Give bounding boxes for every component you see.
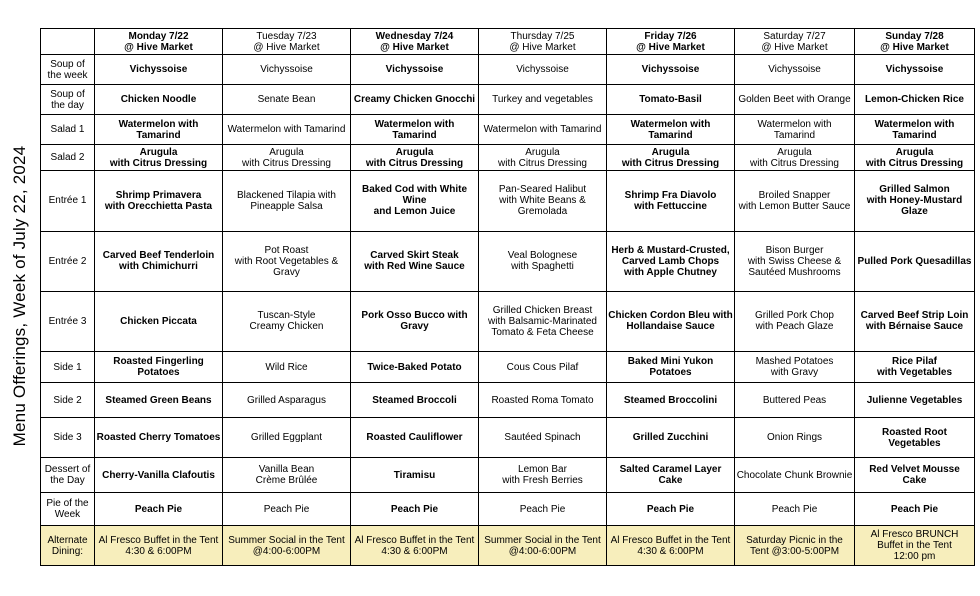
menu-cell: Baked Cod with White Wine and Lemon Juice <box>351 171 479 231</box>
alternate-dining-cell: Al Fresco Buffet in the Tent 4:30 & 6:00PM <box>95 526 223 566</box>
day-header <box>223 29 351 55</box>
menu-row <box>41 291 975 351</box>
menu-row <box>41 115 975 145</box>
menu-row <box>41 418 975 457</box>
menu-cell: Vichyssoise <box>223 55 351 85</box>
menu-cell: Blackened Tilapia with Pineapple Salsa <box>223 171 351 231</box>
day-header <box>479 29 607 55</box>
menu-cell: Carved Beef Strip Loin with Bérnaise Sauce <box>855 291 975 351</box>
menu-cell: Roasted Cherry Tomatoes <box>95 418 223 457</box>
menu-cell: Arugula with Citrus Dressing <box>95 145 223 171</box>
menu-cell: Peach Pie <box>479 493 607 526</box>
menu-row <box>41 457 975 492</box>
menu-cell: Red Velvet Mousse Cake <box>855 457 975 492</box>
menu-cell: Pan-Seared Halibut with White Beans & Gremolada <box>479 171 607 231</box>
day-location: @ Hive Market <box>380 41 449 53</box>
menu-cell: Arugula with Citrus Dressing <box>855 145 975 171</box>
menu-cell: Watermelon with Tamarind <box>351 115 479 145</box>
menu-cell: Arugula with Citrus Dressing <box>479 145 607 171</box>
menu-cell: Steamed Broccolini <box>607 383 735 418</box>
menu-cell: Golden Beet with Orange <box>735 85 855 115</box>
alternate-dining-cell: Saturday Picnic in the Tent @3:00-5:00PM <box>735 526 855 566</box>
row-label: Side 2 <box>41 383 95 418</box>
menu-cell: Chocolate Chunk Brownie <box>735 457 855 492</box>
menu-cell: Peach Pie <box>351 493 479 526</box>
alternate-dining-cell: Summer Social in the Tent @4:00-6:00PM <box>479 526 607 566</box>
menu-cell: Pot Roast with Root Vegetables & Gravy <box>223 231 351 291</box>
row-label: Soup of the week <box>41 55 95 85</box>
menu-cell: Tuscan-Style Creamy Chicken <box>223 291 351 351</box>
menu-cell: Grilled Asparagus <box>223 383 351 418</box>
menu-cell: Shrimp Primavera with Orecchietta Pasta <box>95 171 223 231</box>
menu-cell: Twice-Baked Potato <box>351 351 479 382</box>
day-header <box>855 29 975 55</box>
menu-cell: Roasted Cauliflower <box>351 418 479 457</box>
menu-cell: Vichyssoise <box>607 55 735 85</box>
menu-cell: Grilled Salmon with Honey-Mustard Glaze <box>855 171 975 231</box>
menu-cell: Grilled Zucchini <box>607 418 735 457</box>
menu-cell: Watermelon with Tamarind <box>607 115 735 145</box>
menu-cell: Julienne Vegetables <box>855 383 975 418</box>
menu-cell: Arugula with Citrus Dressing <box>351 145 479 171</box>
row-label: Side 3 <box>41 418 95 457</box>
day-name: Saturday 7/27 <box>763 30 826 42</box>
menu-cell: Peach Pie <box>95 493 223 526</box>
menu-cell: Arugula with Citrus Dressing <box>735 145 855 171</box>
menu-cell: Bison Burger with Swiss Cheese & Sautéed Mushrooms <box>735 231 855 291</box>
day-location: @ Hive Market <box>509 41 576 53</box>
row-label: Salad 2 <box>41 145 95 171</box>
menu-cell: Steamed Green Beans <box>95 383 223 418</box>
menu-cell: Carved Beef Tenderloin with Chimichurri <box>95 231 223 291</box>
alternate-dining-label: Alternate Dining: <box>41 526 95 566</box>
menu-cell: Onion Rings <box>735 418 855 457</box>
menu-cell: Salted Caramel Layer Cake <box>607 457 735 492</box>
day-header <box>735 29 855 55</box>
menu-cell: Watermelon with Tamarind <box>735 115 855 145</box>
menu-cell: Veal Bolognese with Spaghetti <box>479 231 607 291</box>
menu-cell: Arugula with Citrus Dressing <box>607 145 735 171</box>
menu-cell: Senate Bean <box>223 85 351 115</box>
row-label: Dessert of the Day <box>41 457 95 492</box>
menu-cell: Pork Osso Bucco with Gravy <box>351 291 479 351</box>
menu-body <box>41 55 975 566</box>
row-label: Soup of the day <box>41 85 95 115</box>
menu-cell: Herb & Mustard-Crusted, Carved Lamb Chops with Apple Chutney <box>607 231 735 291</box>
menu-row <box>41 493 975 526</box>
corner-cell <box>41 29 95 55</box>
menu-cell: Tomato-Basil <box>607 85 735 115</box>
menu-cell: Tiramisu <box>351 457 479 492</box>
menu-cell: Cous Cous Pilaf <box>479 351 607 382</box>
row-label: Pie of the Week <box>41 493 95 526</box>
menu-cell: Vichyssoise <box>855 55 975 85</box>
alternate-dining-cell: Al Fresco Buffet in the Tent 4:30 & 6:00PM <box>351 526 479 566</box>
day-location: @ Hive Market <box>124 41 193 53</box>
day-name: Sunday 7/28 <box>885 30 944 42</box>
day-name: Thursday 7/25 <box>510 30 575 42</box>
menu-title: Menu Offerings, Week of July 22, 2024 <box>10 145 29 447</box>
menu-cell: Rice Pilaf with Vegetables <box>855 351 975 382</box>
alternate-dining-cell: Al Fresco BRUNCH Buffet in the Tent 12:00 pm <box>855 526 975 566</box>
menu-cell: Mashed Potatoes with Gravy <box>735 351 855 382</box>
menu-cell: Vichyssoise <box>351 55 479 85</box>
menu-cell: Shrimp Fra Diavolo with Fettuccine <box>607 171 735 231</box>
menu-cell: Roasted Fingerling Potatoes <box>95 351 223 382</box>
menu-cell: Vichyssoise <box>479 55 607 85</box>
menu-cell: Wild Rice <box>223 351 351 382</box>
menu-cell: Grilled Pork Chop with Peach Glaze <box>735 291 855 351</box>
menu-cell: Cherry-Vanilla Clafoutis <box>95 457 223 492</box>
menu-row <box>41 55 975 85</box>
menu-cell: Grilled Eggplant <box>223 418 351 457</box>
row-label: Side 1 <box>41 351 95 382</box>
menu-cell: Arugula with Citrus Dressing <box>223 145 351 171</box>
menu-cell: Buttered Peas <box>735 383 855 418</box>
alternate-dining-cell: Summer Social in the Tent @4:00-6:00PM <box>223 526 351 566</box>
day-name: Friday 7/26 <box>644 30 697 42</box>
menu-cell: Vichyssoise <box>735 55 855 85</box>
menu-cell: Chicken Noodle <box>95 85 223 115</box>
menu-cell: Watermelon with Tamarind <box>479 115 607 145</box>
day-location: @ Hive Market <box>761 41 828 53</box>
menu-cell: Watermelon with Tamarind <box>95 115 223 145</box>
alternate-dining-row <box>41 526 975 566</box>
menu-row <box>41 145 975 171</box>
menu-cell: Grilled Chicken Breast with Balsamic-Marinated Tomato & Feta Cheese <box>479 291 607 351</box>
menu-table <box>40 28 975 566</box>
menu-cell: Vichyssoise <box>95 55 223 85</box>
menu-cell: Roasted Root Vegetables <box>855 418 975 457</box>
menu-cell: Lemon Bar with Fresh Berries <box>479 457 607 492</box>
menu-row <box>41 85 975 115</box>
header-row <box>41 29 975 55</box>
menu-cell: Vanilla Bean Crème Brûlée <box>223 457 351 492</box>
menu-row <box>41 171 975 231</box>
menu-cell: Steamed Broccoli <box>351 383 479 418</box>
menu-cell: Peach Pie <box>735 493 855 526</box>
menu-title-vertical <box>0 28 40 564</box>
menu-cell: Turkey and vegetables <box>479 85 607 115</box>
menu-cell: Peach Pie <box>855 493 975 526</box>
day-header <box>607 29 735 55</box>
menu-cell: Peach Pie <box>607 493 735 526</box>
day-name: Tuesday 7/23 <box>256 30 317 42</box>
day-location: @ Hive Market <box>880 41 949 53</box>
menu-cell: Lemon-Chicken Rice <box>855 85 975 115</box>
menu-cell: Broiled Snapper with Lemon Butter Sauce <box>735 171 855 231</box>
day-header <box>95 29 223 55</box>
menu-cell: Watermelon with Tamarind <box>223 115 351 145</box>
day-name: Monday 7/22 <box>128 30 189 42</box>
menu-row <box>41 383 975 418</box>
day-location: @ Hive Market <box>636 41 705 53</box>
menu-cell: Chicken Cordon Bleu with Hollandaise Sauce <box>607 291 735 351</box>
menu-cell: Baked Mini Yukon Potatoes <box>607 351 735 382</box>
row-label: Entrée 2 <box>41 231 95 291</box>
menu-cell: Roasted Roma Tomato <box>479 383 607 418</box>
menu-cell: Creamy Chicken Gnocchi <box>351 85 479 115</box>
day-location: @ Hive Market <box>253 41 320 53</box>
menu-cell: Watermelon with Tamarind <box>855 115 975 145</box>
menu-cell: Sautéed Spinach <box>479 418 607 457</box>
day-name: Wednesday 7/24 <box>375 30 454 42</box>
menu-cell: Chicken Piccata <box>95 291 223 351</box>
menu-cell: Pulled Pork Quesadillas <box>855 231 975 291</box>
row-label: Salad 1 <box>41 115 95 145</box>
menu-cell: Peach Pie <box>223 493 351 526</box>
alternate-dining-cell: Al Fresco Buffet in the Tent 4:30 & 6:00PM <box>607 526 735 566</box>
menu-row <box>41 351 975 382</box>
row-label: Entrée 1 <box>41 171 95 231</box>
menu-row <box>41 231 975 291</box>
menu-cell: Carved Skirt Steak with Red Wine Sauce <box>351 231 479 291</box>
day-header <box>351 29 479 55</box>
row-label: Entrée 3 <box>41 291 95 351</box>
